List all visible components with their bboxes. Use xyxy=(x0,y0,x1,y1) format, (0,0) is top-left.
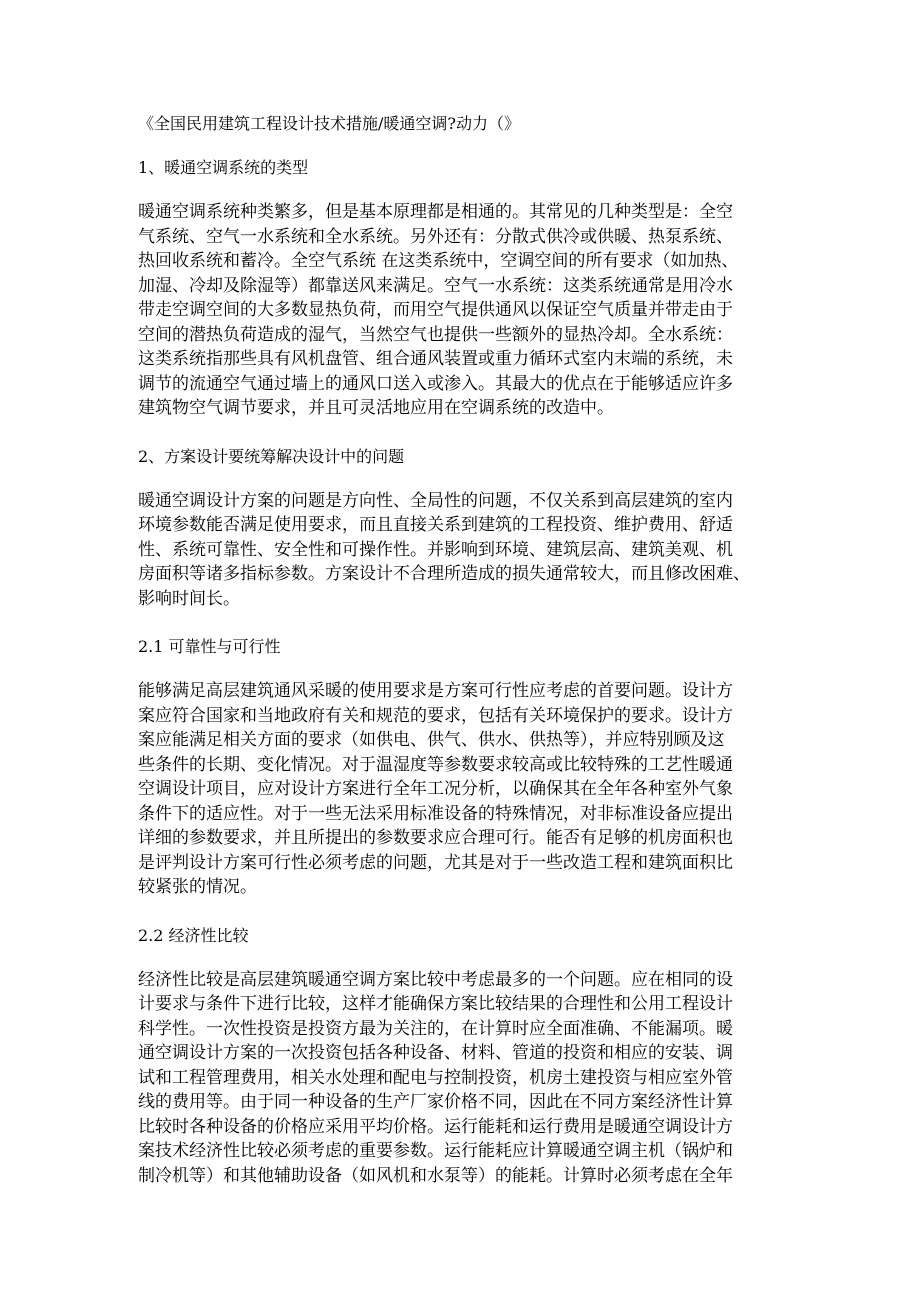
paragraph-line: 暖通空调设计方案的问题是方向性、全局性的问题，不仅关系到高层建筑的室内 xyxy=(138,490,733,511)
section-heading: 2.2 经济性比较 xyxy=(138,925,249,945)
paragraph-line: 影响时间长。 xyxy=(138,588,240,609)
paragraph-line: 计要求与条件下进行比较，这样才能确保方案比较结果的合理性和公用工程设计 xyxy=(138,994,733,1014)
paragraph-line: 房面积等诸多指标参数。方案设计不合理所造成的损失通常较大，而且修改困难、 xyxy=(138,564,750,584)
paragraph-line: 热回收系统和蓄冷。全空气系统 在这类系统中，空调空间的所有要求（如加热、 xyxy=(138,251,739,271)
paragraph-line: 暖通空调系统种类繁多，但是基本原理都是相通的。其常见的几种类型是：全空 xyxy=(138,202,733,222)
paragraph-line: 加湿、冷却及除湿等）都靠送风来满足。空气一水系统：这类系统通常是用冷水 xyxy=(138,275,733,296)
paragraph-line: 详细的参数要求，并且所提出的参数要求应合理可行。能否有足够的机房面积也 xyxy=(138,828,733,848)
paragraph-line: 案应符合国家和当地政府有关和规范的要求，包括有关环境保护的要求。设计方 xyxy=(138,705,733,726)
section-paragraph xyxy=(138,679,798,900)
paragraph-line: 案应能满足相关方面的要求（如供电、供气、供水、供热等），并应特别顾及这 xyxy=(138,730,725,750)
paragraph-line: 科学性。一次性投资是投资方最为关注的，在计算时应全面准确、不能漏项。暖 xyxy=(138,1018,733,1039)
paragraph-line: 这类系统指那些具有风机盘管、组合通风装置或重力循环式室内末端的系统，未 xyxy=(138,349,733,369)
document-page xyxy=(138,112,798,1212)
document-title: 《全国民用建筑工程设计技术措施/暖通空调?动力（》 xyxy=(138,114,520,133)
document-body xyxy=(138,156,798,1188)
paragraph-line: 调节的流通空气通过墙上的通风口送入或渗入。其最大的优点在于能够适应许多 xyxy=(138,373,733,394)
paragraph-line: 是评判设计方案可行性必须考虑的问题，尤其是对于一些改造工程和建筑面积比 xyxy=(138,852,733,873)
paragraph-line: 能够满足高层建筑通风采暖的使用要求是方案可行性应考虑的首要问题。设计方 xyxy=(138,681,733,701)
paragraph-line: 通空调设计方案的一次投资包括各种设备、材料、管道的投资和相应的安装、调 xyxy=(138,1043,733,1063)
paragraph-line: 带走空调空间的大多数显热负荷，而用空气提供通风以保证空气质量并带走由于 xyxy=(138,300,733,320)
paragraph-line: 空间的潜热负荷造成的湿气，当然空气也提供一些额外的显热冷却。全水系统： xyxy=(138,324,733,345)
paragraph-line: 线的费用等。由于同一种设备的生产厂家价格不同，因此在不同方案经济性计算 xyxy=(138,1092,733,1112)
paragraph-line: 性、系统可靠性、安全性和可操作性。并影响到环境、建筑层高、建筑美观、机 xyxy=(138,539,733,560)
paragraph-line: 条件下的适应性。对于一些无法采用标准设备的特殊情况，对非标准设备应提出 xyxy=(138,803,733,824)
paragraph-line: 建筑物空气调节要求，并且可灵活地应用在空调系统的改造中。 xyxy=(138,398,614,418)
paragraph-line: 案技术经济性比较必须考虑的重要参数。运行能耗应计算暖通空调主机（锅炉和 xyxy=(138,1141,733,1161)
paragraph-line: 气系统、空气一水系统和全水系统。另外还有：分散式供冷或供暖、热泵系统、 xyxy=(138,226,733,247)
paragraph-line: 些条件的长期、变化情况。对于温湿度等参数要求较高或比较特殊的工艺性暖通 xyxy=(138,754,733,775)
paragraph-line: 经济性比较是高层建筑暖通空调方案比较中考虑最多的一个问题。应在相同的设 xyxy=(138,969,733,990)
section-heading: 1、暖通空调系统的类型 xyxy=(138,158,309,177)
paragraph-line: 较紧张的情况。 xyxy=(138,877,257,897)
paragraph-line: 比较时各种设备的价格应采用平均价格。运行能耗和运行费用是暖通空调设计方 xyxy=(138,1116,733,1137)
paragraph-line: 制冷机等）和其他辅助设备（如风机和水泵等）的能耗。计算时必须考虑在全年 xyxy=(138,1165,733,1186)
section-heading: 2、方案设计要统筹解决设计中的问题 xyxy=(138,446,405,466)
section-paragraph xyxy=(138,968,798,1189)
section-paragraph xyxy=(138,200,798,421)
section-paragraph xyxy=(138,489,798,612)
section-heading: 2.1 可靠性与可行性 xyxy=(138,637,281,656)
paragraph-line: 空调设计项目，应对设计方案进行全年工况分析，以确保其在全年各种室外气象 xyxy=(138,779,733,799)
paragraph-line: 环境参数能否满足使用要求，而且直接关系到建筑的工程投资、维护费用、舒适 xyxy=(138,515,733,535)
paragraph-line: 试和工程管理费用，相关水处理和配电与控制投资，机房土建投资与相应室外管 xyxy=(138,1067,733,1088)
